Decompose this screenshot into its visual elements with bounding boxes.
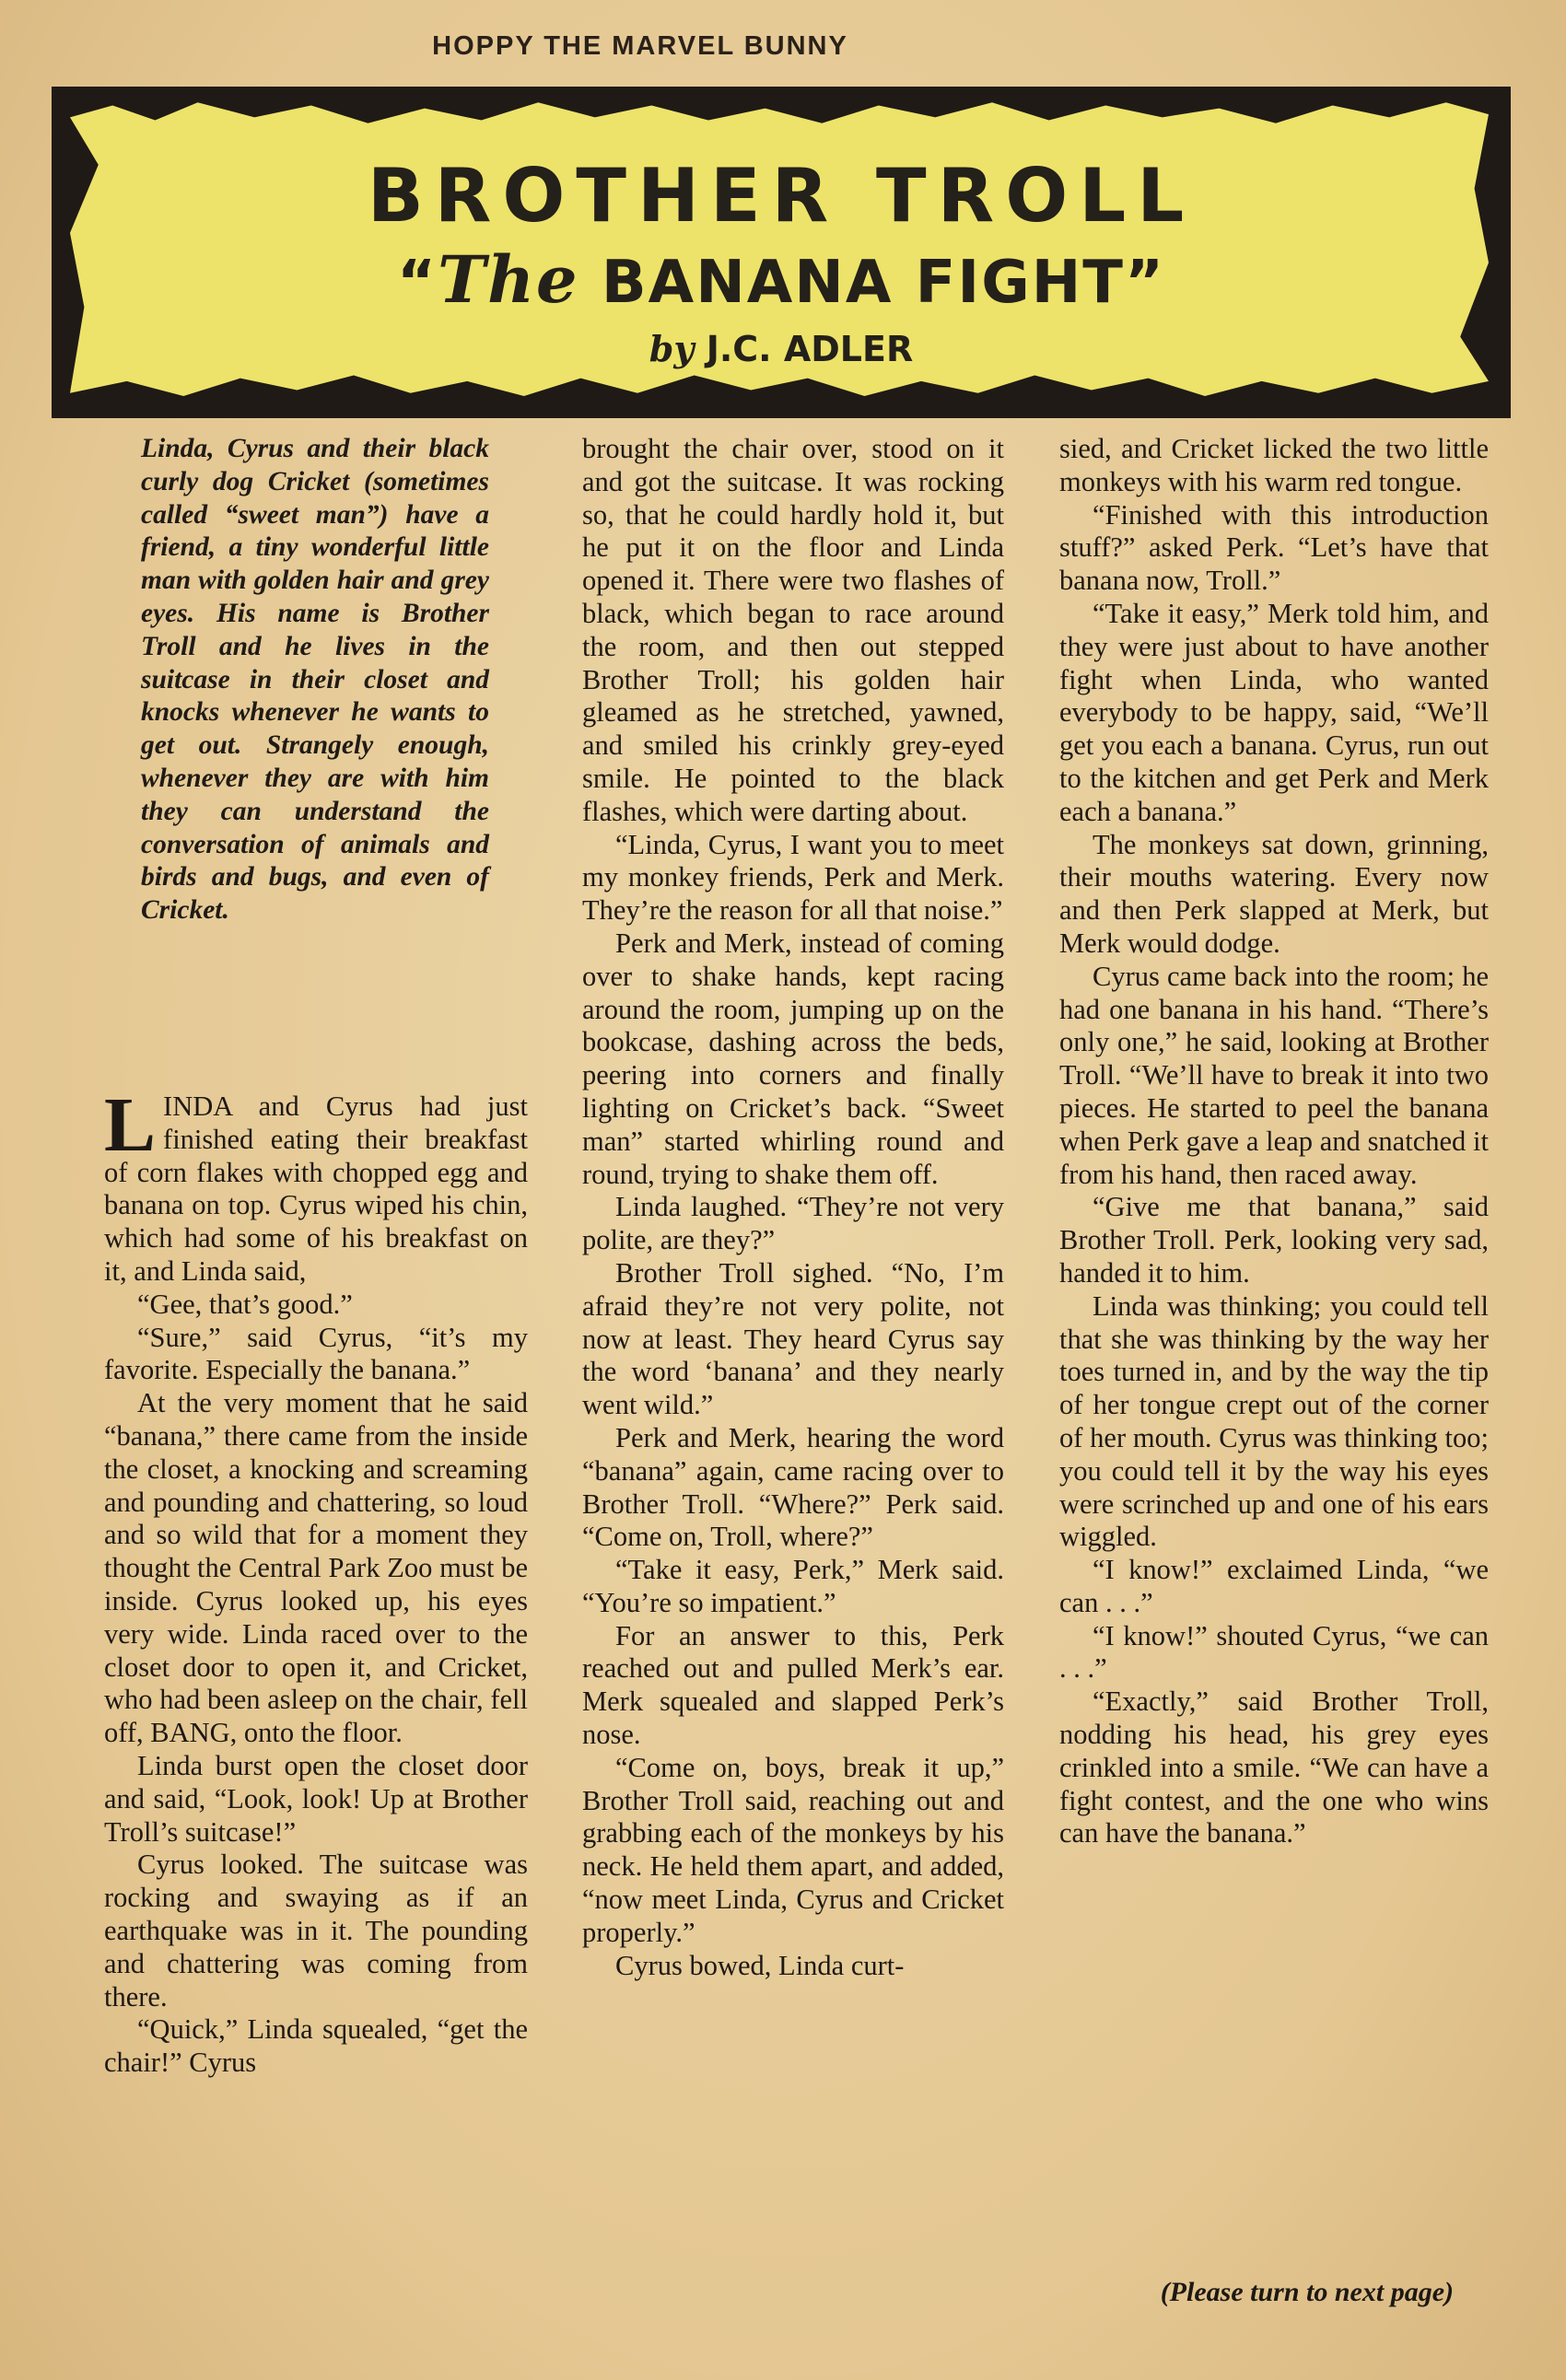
column-3 [1059, 433, 1489, 1850]
paragraph: sied, and Cricket licked the two little monkeys with his warm red tongue. [1059, 433, 1489, 497]
paragraph: “Give me that banana,” said Brother Troll. Perk, looking very sad, handed it to him. [1059, 1191, 1489, 1289]
paragraph: LINDA and Cyrus had just finished eating their breakfast of corn flakes with chopped egg and banana on top. Cyrus wiped his chin, which had some of his breakfast on it, and Linda said, [104, 1082, 528, 1287]
subtitle-open-quote: “ [397, 249, 438, 317]
drop-cap: L [104, 1082, 157, 1168]
paragraph: “Gee, that’s good.” [137, 1288, 353, 1320]
subtitle-the: The [438, 241, 579, 318]
byline [52, 328, 1511, 369]
paragraph: For an answer to this, Perk reached out and pulled Merk’s ear. Merk squealed and slapped Perk’s nose. [582, 1619, 1004, 1751]
paragraph: brought the chair over, stood on it and got the suitcase. It was rocking so, that he could hardly hold it, but he put it on the floor and Linda opened it. There were two flashes of black, which began to race around the room, and then out stepped Brother Troll; his golden hair gleamed as he stretched, yawned, and smiled his crinkly grey-eyed smile. He pointed to the black flashes, which were darting about. [582, 433, 1004, 827]
paragraph: Linda laughed. “They’re not very polite, are they?” [582, 1191, 1004, 1256]
paragraph: “Come on, boys, break it up,” Brother Troll said, reaching out and grabbing each of the monkeys by his neck. He held them apart, and added, “now meet Linda, Cyrus and Cricket properly.” [582, 1751, 1004, 1948]
paragraph: Perk and Merk, hearing the word “banana” again, came racing over to Brother Troll. “Where?” Perk said. “Come on, Troll, where?” [582, 1421, 1004, 1553]
subtitle-close-quote: ” [1124, 249, 1165, 317]
byline-author: J.C. ADLER [706, 329, 914, 369]
paragraph: “I know!” shouted Cyrus, “we can . . .” [1059, 1619, 1489, 1685]
paragraph: Brother Troll sighed. “No, I’m afraid they’re not very polite, not now at least. They heard Cyrus say the word ‘banana’ and they nearly went wild.” [582, 1256, 1004, 1421]
paragraph: Cyrus bowed, Linda curt- [615, 1949, 905, 1981]
paragraph: “I know!” exclaimed Linda, “we can . . .” [1059, 1554, 1489, 1618]
subtitle-rest: BANANA FIGHT [601, 249, 1125, 317]
byline-by: by [649, 328, 695, 369]
paragraph: Cyrus came back into the room; he had one banana in his hand. “There’s only one,” he said, looking at Brother Troll. “We’ll have to break it into two pieces. He started to peel the banana when Perk gave a leap and snatched it from his hand, then raced away. [1059, 960, 1489, 1190]
story-subtitle [52, 241, 1511, 318]
column-1 [104, 1082, 528, 2080]
paragraph: “Exactly,” said Brother Troll, nodding his head, his grey eyes crinkled into a smile. “We can have a fight contest, and the one who wins can have the banana.” [1059, 1686, 1489, 1849]
paragraph: “Linda, Cyrus, I want you to meet my monkey friends, Perk and Merk. They’re the reason for all that noise.” [582, 828, 1004, 927]
column-2 [582, 433, 1004, 1982]
paragraph: “Take it easy,” Merk told him, and they were just about to have another fight when Linda, who wanted everybody to be happy, said, “We’ll get you each a banana. Cyrus, run out to the kitchen and get Perk and Merk each a banana.” [1059, 597, 1489, 827]
title-panel [52, 87, 1511, 418]
paragraph: Linda burst open the closet door and said, “Look, look! Up at Brother Troll’s suitcase!” [104, 1749, 528, 1848]
paragraph: Linda was thinking; you could tell that she was thinking by the way her toes turned in, and by the way the tip of her tongue crept out of the corner of her mouth. Cyrus was thinking too; you could tell it by the way his eyes were scrinched up and one of his ears wiggled. [1059, 1289, 1489, 1553]
paragraph: Cyrus looked. The suitcase was rocking and swaying as if an earthquake was in it. The pounding and chattering was coming from there. [104, 1849, 528, 2012]
continued-note: (Please turn to next page) [1160, 2277, 1454, 2307]
intro-paragraph [141, 433, 489, 928]
paragraph: “Quick,” Linda squealed, “get the chair!” Cyrus [104, 2013, 528, 2079]
paragraph: At the very moment that he said “banana,” there came from the inside the closet, a knocking and screaming and pounding and chattering, so loud and so wild that for a moment they thought the Central Park Zoo must be inside. Cyrus looked up, his eyes very wide. Linda raced over to the closet door to open it, and Cricket, who had been asleep on the chair, fell off, BANG, onto the floor. [104, 1387, 528, 1749]
story-title: BROTHER TROLL [367, 153, 1196, 239]
paragraph: “Take it easy, Perk,” Merk said. “You’re so impatient.” [582, 1554, 1004, 1618]
paragraph: Perk and Merk, instead of coming over to shake hands, kept racing around the room, jumping up on the bookcase, dashing across the beds, peering into corners and finally lighting on Cricket’s back. “Sweet man” started whirling round and round, trying to shake them off. [582, 927, 1004, 1190]
intro-text: Linda, Cyrus and their black curly dog Cricket (sometimes called “sweet man”) have a friend, a tiny wonderful little man with golden hair and grey eyes. His name is Brother Troll and he lives in the suitcase in their closet and knocks whenever he wants to get out. Strangely enough, whenever they are with him they can understand the conversation of animals and birds and bugs, and even of Cricket. [141, 434, 489, 926]
paragraph: The monkeys sat down, grinning, their mouths watering. Every now and then Perk slapped at Merk, but Merk would dodge. [1059, 828, 1489, 959]
paragraph: “Sure,” said Cyrus, “it’s my favorite. Especially the banana.” [104, 1321, 528, 1386]
running-head: HOPPY THE MARVEL BUNNY [432, 31, 848, 61]
paragraph: “Finished with this introduction stuff?” asked Perk. “Let’s have that banana now, Troll.” [1059, 498, 1489, 597]
